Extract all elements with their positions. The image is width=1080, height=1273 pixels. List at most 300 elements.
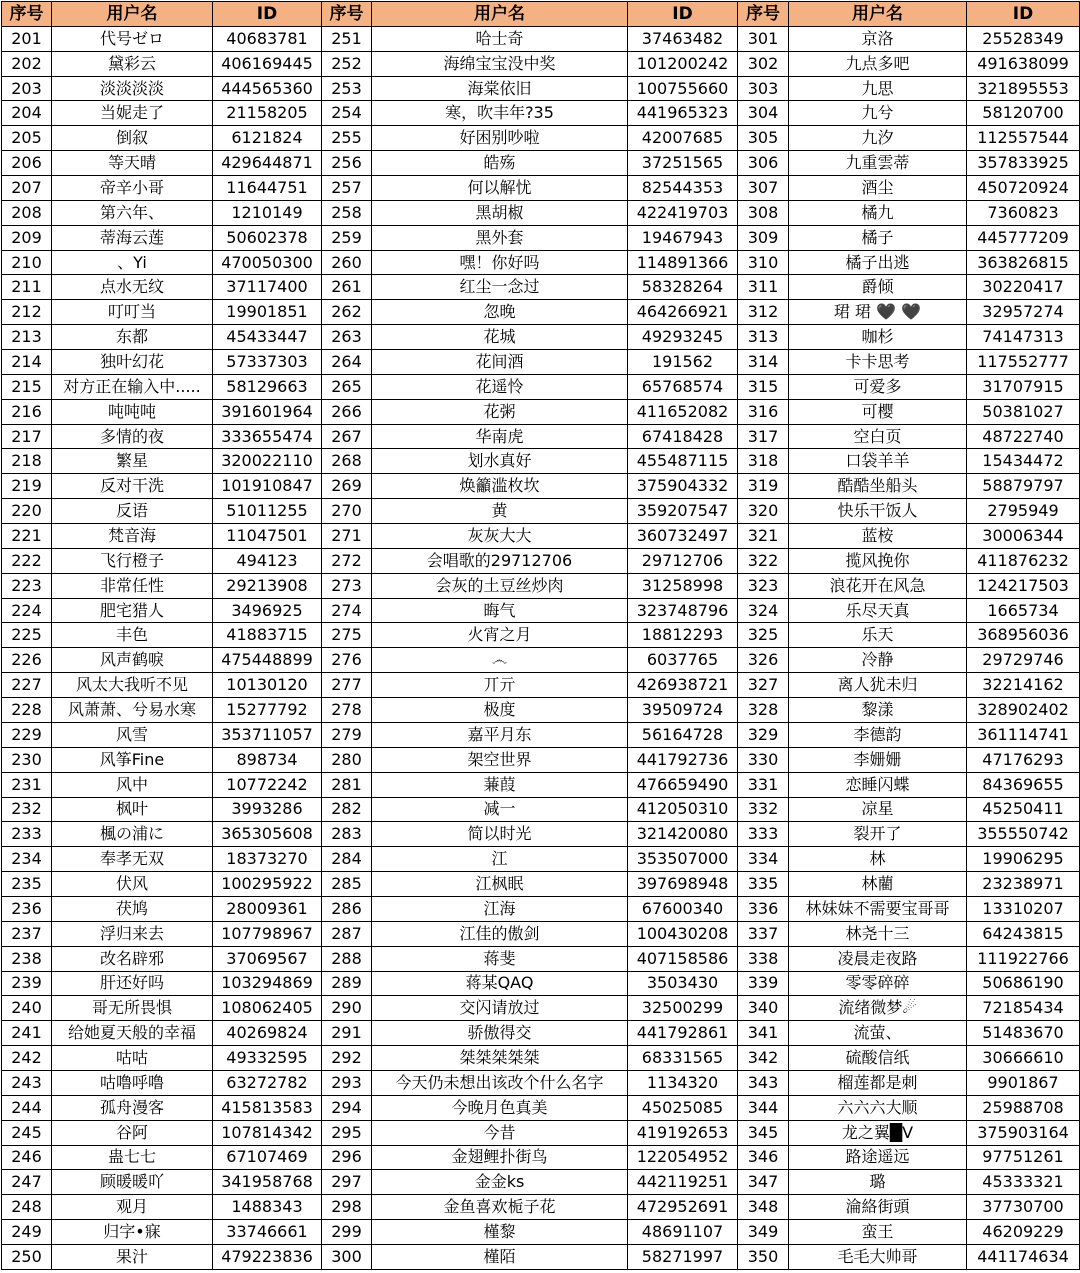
username: 茯鸠 bbox=[52, 896, 213, 921]
row-number: 269 bbox=[322, 474, 372, 499]
username: 皓殇 bbox=[372, 151, 628, 176]
table-row bbox=[2, 26, 1080, 51]
row-number: 336 bbox=[738, 896, 789, 921]
user-id: 391601964 bbox=[213, 399, 322, 424]
user-id: 6121824 bbox=[213, 126, 322, 151]
row-number: 279 bbox=[322, 722, 372, 747]
row-number: 278 bbox=[322, 698, 372, 723]
table-row bbox=[2, 524, 1080, 549]
row-number: 316 bbox=[738, 399, 789, 424]
username: 肥宅猎人 bbox=[52, 598, 213, 623]
username: 风中 bbox=[52, 772, 213, 797]
user-id: 191562 bbox=[628, 350, 738, 375]
user-id: 15434472 bbox=[967, 449, 1080, 474]
row-number: 305 bbox=[738, 126, 789, 151]
username: 简以时光 bbox=[372, 822, 628, 847]
row-number: 235 bbox=[2, 872, 52, 897]
row-number: 208 bbox=[2, 200, 52, 225]
user-id: 1665734 bbox=[967, 598, 1080, 623]
user-id: 100430208 bbox=[628, 921, 738, 946]
row-number: 260 bbox=[322, 250, 372, 275]
username: 蒹葭 bbox=[372, 772, 628, 797]
user-id: 48691107 bbox=[628, 1220, 738, 1245]
user-id: 65768574 bbox=[628, 374, 738, 399]
row-number: 348 bbox=[738, 1195, 789, 1220]
username: 恋睡闪蝶 bbox=[789, 772, 967, 797]
row-number: 287 bbox=[322, 921, 372, 946]
username: 哈士奇 bbox=[372, 26, 628, 51]
table-row bbox=[2, 325, 1080, 350]
row-number: 218 bbox=[2, 449, 52, 474]
row-number: 313 bbox=[738, 325, 789, 350]
row-number: 298 bbox=[322, 1195, 372, 1220]
user-id: 426938721 bbox=[628, 673, 738, 698]
table-row bbox=[2, 896, 1080, 921]
row-number: 315 bbox=[738, 374, 789, 399]
row-number: 272 bbox=[322, 548, 372, 573]
user-id: 464266921 bbox=[628, 300, 738, 325]
user-id: 353507000 bbox=[628, 847, 738, 872]
row-number: 215 bbox=[2, 374, 52, 399]
username: 九重雲蒂 bbox=[789, 151, 967, 176]
user-id: 112557544 bbox=[967, 126, 1080, 151]
username: 凌晨走夜路 bbox=[789, 946, 967, 971]
user-id: 368956036 bbox=[967, 623, 1080, 648]
row-number: 263 bbox=[322, 325, 372, 350]
row-number: 253 bbox=[322, 76, 372, 101]
user-id: 441174634 bbox=[967, 1244, 1080, 1269]
row-number: 340 bbox=[738, 996, 789, 1021]
username: 海棠依旧 bbox=[372, 76, 628, 101]
user-id: 72185434 bbox=[967, 996, 1080, 1021]
username: 风太大我听不见 bbox=[52, 673, 213, 698]
username: 奉孝无双 bbox=[52, 847, 213, 872]
username: 珺 珺 🖤 🖤 bbox=[789, 300, 967, 325]
table-row bbox=[2, 921, 1080, 946]
user-id: 107814342 bbox=[213, 1120, 322, 1145]
username: 伏风 bbox=[52, 872, 213, 897]
username: 凉星 bbox=[789, 797, 967, 822]
table-header bbox=[2, 2, 1080, 27]
row-number: 201 bbox=[2, 26, 52, 51]
user-id: 29712706 bbox=[628, 548, 738, 573]
row-number: 268 bbox=[322, 449, 372, 474]
username: 黑胡椒 bbox=[372, 200, 628, 225]
username: 蒂海云莲 bbox=[52, 225, 213, 250]
row-number: 306 bbox=[738, 151, 789, 176]
table-row bbox=[2, 1170, 1080, 1195]
user-id: 124217503 bbox=[967, 573, 1080, 598]
row-number: 252 bbox=[322, 51, 372, 76]
col-header-username: 用户名 bbox=[52, 2, 213, 27]
username: 揽风挽你 bbox=[789, 548, 967, 573]
username: 路途遥远 bbox=[789, 1145, 967, 1170]
row-number: 284 bbox=[322, 847, 372, 872]
table-row bbox=[2, 573, 1080, 598]
row-number: 307 bbox=[738, 176, 789, 201]
username: 咕噜呼噜 bbox=[52, 1070, 213, 1095]
username: 离人犹未归 bbox=[789, 673, 967, 698]
user-id: 50381027 bbox=[967, 399, 1080, 424]
row-number: 304 bbox=[738, 101, 789, 126]
row-number: 325 bbox=[738, 623, 789, 648]
user-id: 397698948 bbox=[628, 872, 738, 897]
username: 蛮王 bbox=[789, 1220, 967, 1245]
user-id: 19467943 bbox=[628, 225, 738, 250]
row-number: 350 bbox=[738, 1244, 789, 1269]
user-id: 37251565 bbox=[628, 151, 738, 176]
user-id: 359207547 bbox=[628, 499, 738, 524]
row-number: 297 bbox=[322, 1170, 372, 1195]
user-id: 40683781 bbox=[213, 26, 322, 51]
row-number: 290 bbox=[322, 996, 372, 1021]
table-row bbox=[2, 225, 1080, 250]
table-row bbox=[2, 1244, 1080, 1269]
user-id: 333655474 bbox=[213, 424, 322, 449]
row-number: 227 bbox=[2, 673, 52, 698]
row-number: 281 bbox=[322, 772, 372, 797]
row-number: 250 bbox=[2, 1244, 52, 1269]
user-id: 365305608 bbox=[213, 822, 322, 847]
user-id: 18812293 bbox=[628, 623, 738, 648]
user-id: 412050310 bbox=[628, 797, 738, 822]
user-id: 31258998 bbox=[628, 573, 738, 598]
user-id: 32500299 bbox=[628, 996, 738, 1021]
username: 可爱多 bbox=[789, 374, 967, 399]
username: 流绪微梦☄ bbox=[789, 996, 967, 1021]
row-number: 220 bbox=[2, 499, 52, 524]
row-number: 273 bbox=[322, 573, 372, 598]
row-number: 248 bbox=[2, 1195, 52, 1220]
username: 划水真好 bbox=[372, 449, 628, 474]
user-id: 30666610 bbox=[967, 1046, 1080, 1071]
username: 蒋某QAQ bbox=[372, 971, 628, 996]
col-header-no: 序号 bbox=[738, 2, 789, 27]
table-row bbox=[2, 275, 1080, 300]
row-number: 203 bbox=[2, 76, 52, 101]
row-number: 341 bbox=[738, 1021, 789, 1046]
row-number: 217 bbox=[2, 424, 52, 449]
username: 肝还好吗 bbox=[52, 971, 213, 996]
user-id: 2795949 bbox=[967, 499, 1080, 524]
user-id: 30006344 bbox=[967, 524, 1080, 549]
table-row bbox=[2, 623, 1080, 648]
user-id: 321895553 bbox=[967, 76, 1080, 101]
user-id: 48722740 bbox=[967, 424, 1080, 449]
row-number: 318 bbox=[738, 449, 789, 474]
username: 观月 bbox=[52, 1195, 213, 1220]
username: 楓の浦に bbox=[52, 822, 213, 847]
row-number: 243 bbox=[2, 1070, 52, 1095]
username: 冷静 bbox=[789, 648, 967, 673]
table-row bbox=[2, 772, 1080, 797]
row-number: 326 bbox=[738, 648, 789, 673]
username: 交闪请放过 bbox=[372, 996, 628, 1021]
user-id: 37463482 bbox=[628, 26, 738, 51]
user-id: 108062405 bbox=[213, 996, 322, 1021]
username: 裂开了 bbox=[789, 822, 967, 847]
username: 非常任性 bbox=[52, 573, 213, 598]
row-number: 238 bbox=[2, 946, 52, 971]
user-id: 67418428 bbox=[628, 424, 738, 449]
row-number: 285 bbox=[322, 872, 372, 897]
row-number: 255 bbox=[322, 126, 372, 151]
user-id: 11644751 bbox=[213, 176, 322, 201]
table-row bbox=[2, 548, 1080, 573]
row-number: 222 bbox=[2, 548, 52, 573]
user-id: 429644871 bbox=[213, 151, 322, 176]
username: 九思 bbox=[789, 76, 967, 101]
user-id: 50602378 bbox=[213, 225, 322, 250]
user-id: 47176293 bbox=[967, 747, 1080, 772]
user-id: 49332595 bbox=[213, 1046, 322, 1071]
row-number: 331 bbox=[738, 772, 789, 797]
username: 果汁 bbox=[52, 1244, 213, 1269]
user-id: 101910847 bbox=[213, 474, 322, 499]
row-number: 282 bbox=[322, 797, 372, 822]
row-number: 224 bbox=[2, 598, 52, 623]
username: 灰灰大大 bbox=[372, 524, 628, 549]
username: 花遥怜 bbox=[372, 374, 628, 399]
username: 乐天 bbox=[789, 623, 967, 648]
username: 口袋羊羊 bbox=[789, 449, 967, 474]
row-number: 270 bbox=[322, 499, 372, 524]
table-row bbox=[2, 1070, 1080, 1095]
user-id: 33746661 bbox=[213, 1220, 322, 1245]
row-number: 289 bbox=[322, 971, 372, 996]
username: 浮归来去 bbox=[52, 921, 213, 946]
username: 嘿！你好吗 bbox=[372, 250, 628, 275]
row-number: 204 bbox=[2, 101, 52, 126]
user-id: 9901867 bbox=[967, 1070, 1080, 1095]
row-number: 236 bbox=[2, 896, 52, 921]
row-number: 205 bbox=[2, 126, 52, 151]
row-number: 265 bbox=[322, 374, 372, 399]
row-number: 229 bbox=[2, 722, 52, 747]
row-number: 335 bbox=[738, 872, 789, 897]
row-number: 216 bbox=[2, 399, 52, 424]
table-row bbox=[2, 101, 1080, 126]
row-number: 249 bbox=[2, 1220, 52, 1245]
row-number: 334 bbox=[738, 847, 789, 872]
username: 林 bbox=[789, 847, 967, 872]
user-id: 45025085 bbox=[628, 1095, 738, 1120]
table-row bbox=[2, 1095, 1080, 1120]
row-number: 221 bbox=[2, 524, 52, 549]
table-row bbox=[2, 1195, 1080, 1220]
col-header-no: 序号 bbox=[322, 2, 372, 27]
row-number: 202 bbox=[2, 51, 52, 76]
table-row bbox=[2, 449, 1080, 474]
user-id: 479223836 bbox=[213, 1244, 322, 1269]
user-id: 100755660 bbox=[628, 76, 738, 101]
row-number: 261 bbox=[322, 275, 372, 300]
username: 毛毛大帅哥 bbox=[789, 1244, 967, 1269]
username: 金鱼喜欢栀子花 bbox=[372, 1195, 628, 1220]
user-id: 25988708 bbox=[967, 1095, 1080, 1120]
user-id: 23238971 bbox=[967, 872, 1080, 897]
row-number: 317 bbox=[738, 424, 789, 449]
username: 孤舟漫客 bbox=[52, 1095, 213, 1120]
username: 咕咕 bbox=[52, 1046, 213, 1071]
username: 金翅鲤扑街鸟 bbox=[372, 1145, 628, 1170]
username: 风声鹤唳 bbox=[52, 648, 213, 673]
username: 林妹妹不需要宝哥哥 bbox=[789, 896, 967, 921]
username: 改名辟邪 bbox=[52, 946, 213, 971]
username: 花粥 bbox=[372, 399, 628, 424]
username: 反对干洗 bbox=[52, 474, 213, 499]
username: 零零碎碎 bbox=[789, 971, 967, 996]
row-number: 226 bbox=[2, 648, 52, 673]
user-id: 39509724 bbox=[628, 698, 738, 723]
row-number: 266 bbox=[322, 399, 372, 424]
row-number: 320 bbox=[738, 499, 789, 524]
username: 好困别吵啦 bbox=[372, 126, 628, 151]
table-row bbox=[2, 722, 1080, 747]
col-header-no: 序号 bbox=[2, 2, 52, 27]
col-header-id: ID bbox=[628, 2, 738, 27]
user-id: 122054952 bbox=[628, 1145, 738, 1170]
username: 当妮走了 bbox=[52, 101, 213, 126]
table-row bbox=[2, 996, 1080, 1021]
username: 丌亓 bbox=[372, 673, 628, 698]
table-row bbox=[2, 673, 1080, 698]
user-id: 3993286 bbox=[213, 797, 322, 822]
user-id: 406169445 bbox=[213, 51, 322, 76]
user-id: 45333321 bbox=[967, 1170, 1080, 1195]
col-header-id: ID bbox=[967, 2, 1080, 27]
row-number: 275 bbox=[322, 623, 372, 648]
row-number: 286 bbox=[322, 896, 372, 921]
user-id: 117552777 bbox=[967, 350, 1080, 375]
row-number: 210 bbox=[2, 250, 52, 275]
username: 江佳的傲剑 bbox=[372, 921, 628, 946]
user-id: 51011255 bbox=[213, 499, 322, 524]
row-number: 308 bbox=[738, 200, 789, 225]
row-number: 288 bbox=[322, 946, 372, 971]
row-number: 246 bbox=[2, 1145, 52, 1170]
row-number: 292 bbox=[322, 1046, 372, 1071]
username: 淪絡街頭 bbox=[789, 1195, 967, 1220]
user-id: 898734 bbox=[213, 747, 322, 772]
row-number: 259 bbox=[322, 225, 372, 250]
username: 李德韵 bbox=[789, 722, 967, 747]
row-number: 245 bbox=[2, 1120, 52, 1145]
user-id: 18373270 bbox=[213, 847, 322, 872]
row-number: 277 bbox=[322, 673, 372, 698]
username: 金金ks bbox=[372, 1170, 628, 1195]
user-id: 46209229 bbox=[967, 1220, 1080, 1245]
user-id: 107798967 bbox=[213, 921, 322, 946]
row-number: 338 bbox=[738, 946, 789, 971]
username: 李姗姗 bbox=[789, 747, 967, 772]
username: 淡淡淡淡 bbox=[52, 76, 213, 101]
table-row bbox=[2, 598, 1080, 623]
user-id: 58120700 bbox=[967, 101, 1080, 126]
user-id: 375904332 bbox=[628, 474, 738, 499]
table-row bbox=[2, 1021, 1080, 1046]
username: 会灰的土豆丝炒肉 bbox=[372, 573, 628, 598]
user-id: 455487115 bbox=[628, 449, 738, 474]
table-row bbox=[2, 698, 1080, 723]
table-row bbox=[2, 350, 1080, 375]
username: 卡卡思考 bbox=[789, 350, 967, 375]
username: 九点多吧 bbox=[789, 51, 967, 76]
username: 蛊七七 bbox=[52, 1145, 213, 1170]
username: 橘子出逃 bbox=[789, 250, 967, 275]
row-number: 251 bbox=[322, 26, 372, 51]
row-number: 230 bbox=[2, 747, 52, 772]
table-row bbox=[2, 1120, 1080, 1145]
table-row bbox=[2, 971, 1080, 996]
row-number: 283 bbox=[322, 822, 372, 847]
user-id: 363826815 bbox=[967, 250, 1080, 275]
user-id: 407158586 bbox=[628, 946, 738, 971]
username: 林尧十三 bbox=[789, 921, 967, 946]
row-number: 302 bbox=[738, 51, 789, 76]
username: 谷阿 bbox=[52, 1120, 213, 1145]
username: 华南虎 bbox=[372, 424, 628, 449]
table-row bbox=[2, 300, 1080, 325]
username: 对方正在输入中..... bbox=[52, 374, 213, 399]
col-header-username: 用户名 bbox=[789, 2, 967, 27]
username: 枫叶 bbox=[52, 797, 213, 822]
user-id: 10772242 bbox=[213, 772, 322, 797]
username: 蒋斐 bbox=[372, 946, 628, 971]
user-id: 3503430 bbox=[628, 971, 738, 996]
row-number: 256 bbox=[322, 151, 372, 176]
row-number: 323 bbox=[738, 573, 789, 598]
username: 黛彩云 bbox=[52, 51, 213, 76]
user-id: 355550742 bbox=[967, 822, 1080, 847]
user-id: 361114741 bbox=[967, 722, 1080, 747]
user-id: 31707915 bbox=[967, 374, 1080, 399]
table-row bbox=[2, 76, 1080, 101]
user-id: 15277792 bbox=[213, 698, 322, 723]
user-id: 84369655 bbox=[967, 772, 1080, 797]
username: 爵倾 bbox=[789, 275, 967, 300]
table-row bbox=[2, 1220, 1080, 1245]
row-number: 345 bbox=[738, 1120, 789, 1145]
row-number: 207 bbox=[2, 176, 52, 201]
user-id: 321420080 bbox=[628, 822, 738, 847]
row-number: 267 bbox=[322, 424, 372, 449]
user-id: 63272782 bbox=[213, 1070, 322, 1095]
user-id: 25528349 bbox=[967, 26, 1080, 51]
row-number: 324 bbox=[738, 598, 789, 623]
user-id: 51483670 bbox=[967, 1021, 1080, 1046]
username: 代号ゼロ bbox=[52, 26, 213, 51]
user-id: 41883715 bbox=[213, 623, 322, 648]
user-id: 1210149 bbox=[213, 200, 322, 225]
user-id: 442119251 bbox=[628, 1170, 738, 1195]
username: 嘉平月东 bbox=[372, 722, 628, 747]
username: 空白页 bbox=[789, 424, 967, 449]
row-number: 212 bbox=[2, 300, 52, 325]
row-number: 303 bbox=[738, 76, 789, 101]
table-row bbox=[2, 1145, 1080, 1170]
row-number: 346 bbox=[738, 1145, 789, 1170]
user-id: 494123 bbox=[213, 548, 322, 573]
username: 黎漾 bbox=[789, 698, 967, 723]
user-id: 441792861 bbox=[628, 1021, 738, 1046]
user-id: 19906295 bbox=[967, 847, 1080, 872]
row-number: 343 bbox=[738, 1070, 789, 1095]
user-id: 341958768 bbox=[213, 1170, 322, 1195]
row-number: 219 bbox=[2, 474, 52, 499]
username: 何以解忧 bbox=[372, 176, 628, 201]
user-id: 441792736 bbox=[628, 747, 738, 772]
